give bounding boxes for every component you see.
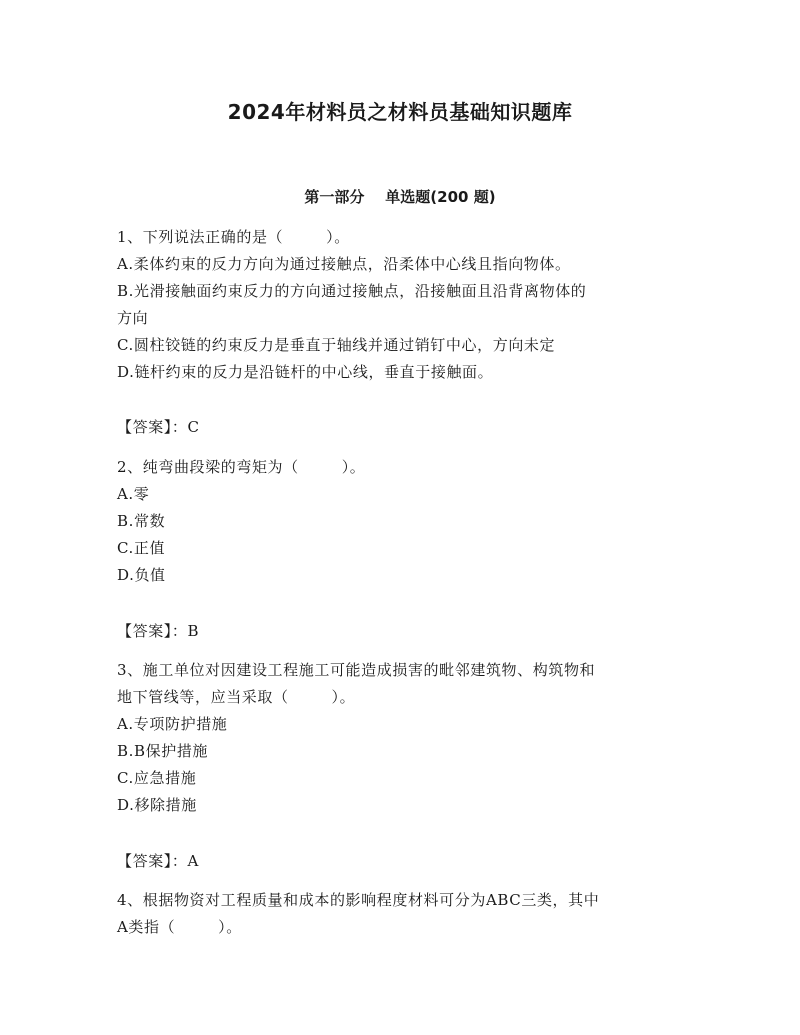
question-3-stem-continued: 地下管线等，应当采取（ ）。 bbox=[117, 688, 356, 706]
question-3-stem: 3、施工单位对因建设工程施工可能造成损害的毗邻建筑物、构筑物和 bbox=[117, 661, 596, 679]
question-2-option-a: A.零 bbox=[117, 485, 150, 503]
section-title: 第一部分 单选题(200 题) bbox=[304, 188, 496, 206]
question-2-option-d: D.负值 bbox=[117, 566, 166, 584]
question-1-option-b: B.光滑接触面约束反力的方向通过接触点，沿接触面且沿背离物体的 bbox=[117, 282, 587, 300]
question-1-option-d: D.链杆约束的反力是沿链杆的中心线，垂直于接触面。 bbox=[117, 363, 494, 381]
question-4-stem: 4、根据物资对工程质量和成本的影响程度材料可分为ABC三类，其中 bbox=[117, 891, 600, 909]
question-2-stem: 2、纯弯曲段梁的弯矩为（ ）。 bbox=[117, 458, 366, 476]
question-3-option-a: A.专项防护措施 bbox=[117, 715, 228, 733]
question-1-option-b-continued: 方向 bbox=[117, 309, 149, 327]
question-3-option-d: D.移除措施 bbox=[117, 796, 197, 814]
question-3-option-b: B.B保护措施 bbox=[117, 742, 209, 760]
question-1-stem: 1、下列说法正确的是（ ）。 bbox=[117, 228, 350, 246]
question-4-stem-continued: A类指（ ）。 bbox=[117, 918, 242, 936]
question-1-option-a: A.柔体约束的反力方向为通过接触点，沿柔体中心线且指向物体。 bbox=[117, 255, 571, 273]
document-title: 2024年材料员之材料员基础知识题库 bbox=[227, 100, 573, 124]
question-3-option-c: C.应急措施 bbox=[117, 769, 197, 787]
question-2-option-b: B.常数 bbox=[117, 512, 166, 530]
question-3-answer: 【答案】：A bbox=[117, 852, 199, 870]
question-1-option-c: C.圆柱铰链的约束反力是垂直于轴线并通过销钉中心，方向未定 bbox=[117, 336, 556, 354]
question-1-answer: 【答案】：C bbox=[117, 418, 200, 436]
question-2-option-c: C.正值 bbox=[117, 539, 166, 557]
question-2-answer: 【答案】：B bbox=[117, 622, 200, 640]
